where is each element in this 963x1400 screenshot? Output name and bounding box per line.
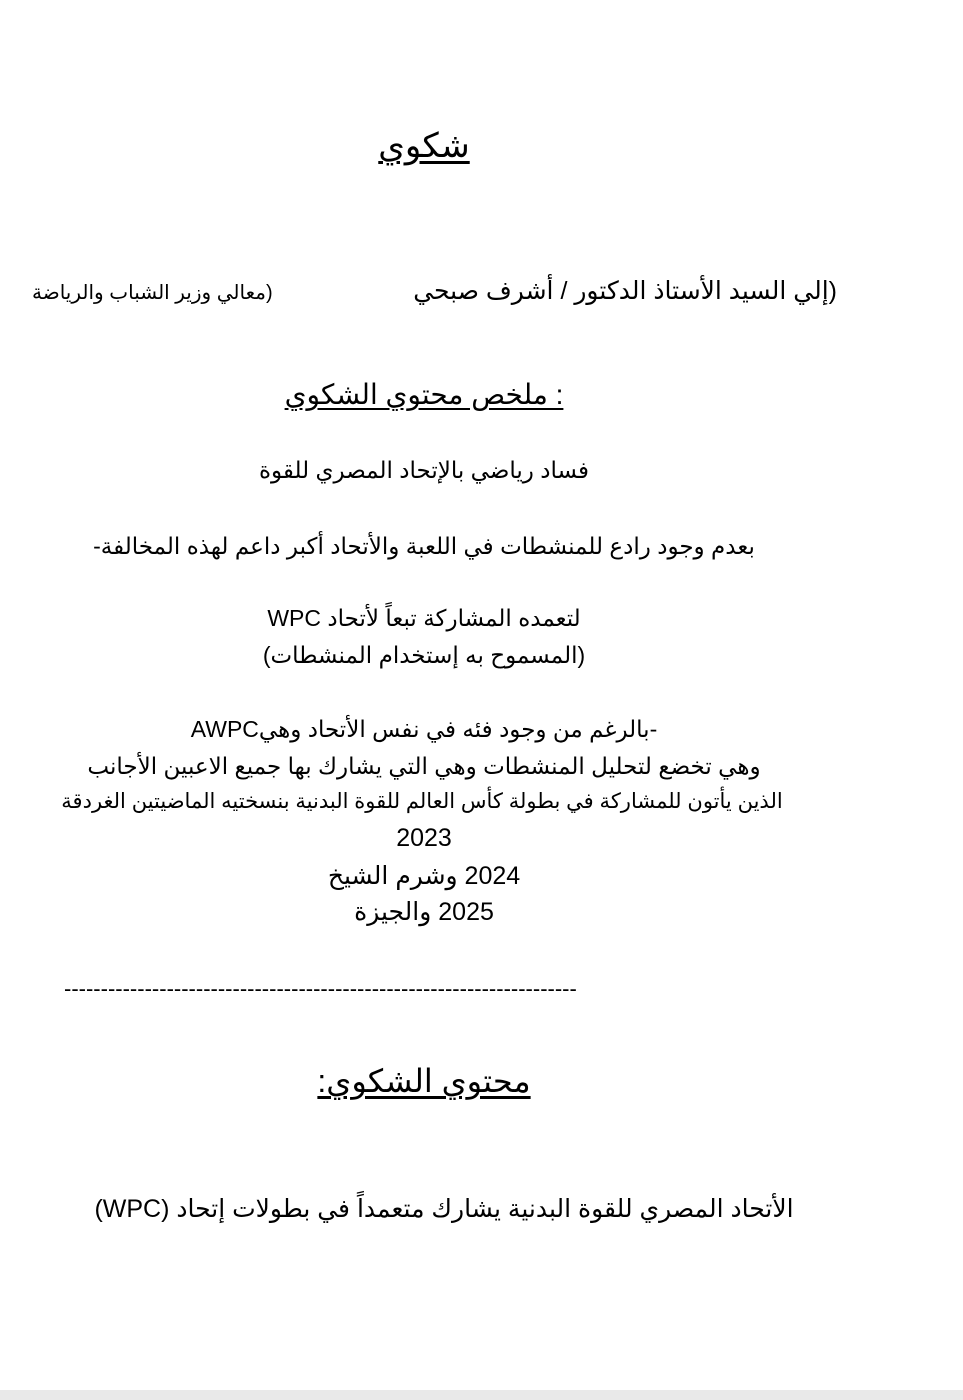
content-heading: محتوي الشكوي: — [317, 1063, 531, 1099]
content-line-1: (WPC) الأتحاد المصري للقوة البدنية يشارك متعمداً في بطولات إتحاد — [94, 1195, 794, 1223]
summary-line-10: 2025 والجيزة — [354, 898, 494, 926]
page-bottom-edge — [0, 1390, 963, 1400]
section-divider: ---------------------------------------------------------------------- — [64, 976, 577, 1001]
summary-line-4: (المسموح به إستخدام المنشطات) — [262, 642, 586, 668]
document-title: شكوي — [378, 127, 470, 165]
summary-line-6: وهي تخضع لتحليل المنشطات وهي التي يشارك بها جميع الاعبين الأجانب — [87, 753, 761, 779]
summary-line-8: 2023 — [396, 824, 452, 852]
summary-line-7: الذين يأتون للمشاركة في بطولة كأس العالم للقوة البدنية بنسختيه الماضيتين الغردقة — [61, 790, 783, 813]
summary-heading: : ملخص محتوي الشكوي — [284, 379, 564, 410]
recipient-position: (معالي وزير الشباب والرياضة — [32, 282, 273, 304]
summary-line-2: بعدم وجود رادع للمنشطات في اللعبة والأتحاد أكبر داعم لهذه المخالفة- — [93, 533, 755, 559]
summary-line-1: فساد رياضي بالإتحاد المصري للقوة — [258, 457, 590, 483]
summary-line-9: 2024 وشرم الشيخ — [327, 862, 521, 890]
recipient-line: (إلي السيد الأستاذ الدكتور / أشرف صبحي — [413, 277, 837, 305]
summary-line-3: WPC لتعمده المشاركة تبعاً لأتحاد — [267, 605, 581, 631]
summary-line-5: AWPCبالرغم من وجود فئه في نفس الأتحاد وهي- — [190, 716, 658, 742]
